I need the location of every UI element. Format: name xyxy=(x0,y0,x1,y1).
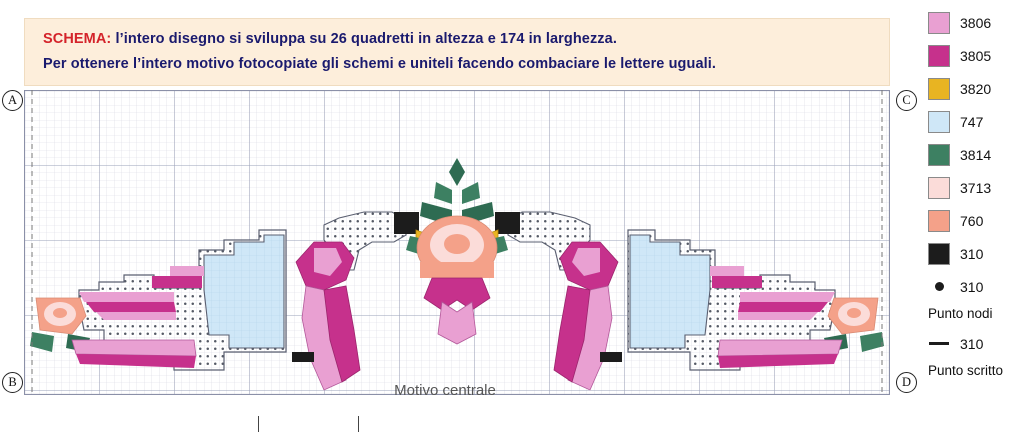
color-swatch xyxy=(928,177,950,199)
legend-row xyxy=(928,237,1024,270)
motif-wing-stripe-right-2 xyxy=(738,302,828,312)
legend-row-knot xyxy=(928,270,1024,303)
corner-marker-a: A xyxy=(2,90,23,111)
color-swatch xyxy=(928,12,950,34)
legend-row xyxy=(928,39,1024,72)
motif-wing-stripe-left-1 xyxy=(79,292,174,302)
chart-svg xyxy=(24,90,890,395)
corner-marker-c: C xyxy=(896,90,917,111)
color-swatch xyxy=(928,243,950,265)
schema-note-line-1 xyxy=(43,27,879,52)
color-swatch xyxy=(928,78,950,100)
motif-wing-stripe-left-5 xyxy=(170,266,204,276)
motif-wing-stripe-left-2 xyxy=(86,302,176,312)
tick-mark-right xyxy=(358,416,359,432)
motif-wing-stripe-right-5 xyxy=(710,266,744,276)
schema-note xyxy=(24,18,890,86)
schema-keyword: SCHEMA: xyxy=(43,31,112,47)
color-swatch xyxy=(928,144,950,166)
schema-note-line-2: Per ottenere l’intero motivo fotocopiate gli schemi e uniteli facendo combaciare le lettere uguali. xyxy=(43,56,717,72)
legend-row xyxy=(928,72,1024,105)
legend-code: 310 xyxy=(960,278,984,295)
legend xyxy=(928,6,1024,384)
legend-row xyxy=(928,6,1024,39)
cross-stitch-chart xyxy=(24,90,890,395)
motif-wing-stripe-right-4 xyxy=(712,276,762,288)
legend-row xyxy=(928,204,1024,237)
color-swatch xyxy=(928,111,950,133)
legend-code: 3806 xyxy=(960,14,992,31)
legend-code: 760 xyxy=(960,212,984,229)
corner-marker-b: B xyxy=(2,372,23,393)
line-icon xyxy=(928,333,950,355)
legend-code: 310 xyxy=(960,335,984,352)
motif-rose-center xyxy=(444,234,470,254)
legend-code: 310 xyxy=(960,245,984,262)
corner-marker-d: D xyxy=(896,372,917,393)
motif-wing-stripe-left-3 xyxy=(96,312,176,320)
legend-code: 747 xyxy=(960,113,984,130)
motif-wing-stripe-right-3 xyxy=(738,312,818,320)
color-swatch xyxy=(928,210,950,232)
tick-mark-left xyxy=(258,416,259,432)
color-swatch xyxy=(928,45,950,67)
legend-row xyxy=(928,138,1024,171)
legend-row xyxy=(928,105,1024,138)
motif-rose-base xyxy=(420,262,494,278)
legend-row-backstitch xyxy=(928,327,1024,360)
chart-caption: Motivo centrale xyxy=(394,382,496,399)
motif-accent-left xyxy=(292,352,314,362)
legend-code: 3805 xyxy=(960,47,992,64)
dot-icon xyxy=(928,276,950,298)
legend-code: 3814 xyxy=(960,146,992,163)
motif-wing-stripe-left-4 xyxy=(152,276,202,288)
legend-row xyxy=(928,171,1024,204)
motif-accent-right xyxy=(600,352,622,362)
motif-swan-head-left xyxy=(394,212,419,234)
motif-wing-stripe-right-1 xyxy=(740,292,835,302)
legend-code: 3820 xyxy=(960,80,992,97)
motif-swan-head-right xyxy=(495,212,520,234)
schema-note-line-1-rest: l’intero disegno si sviluppa su 26 quadretti in altezza e 174 in larghezza. xyxy=(111,31,617,47)
legend-backstitch-caption: Punto scritto xyxy=(928,363,1004,378)
legend-code: 3713 xyxy=(960,179,992,196)
legend-knot-caption: Punto nodi xyxy=(928,306,993,321)
